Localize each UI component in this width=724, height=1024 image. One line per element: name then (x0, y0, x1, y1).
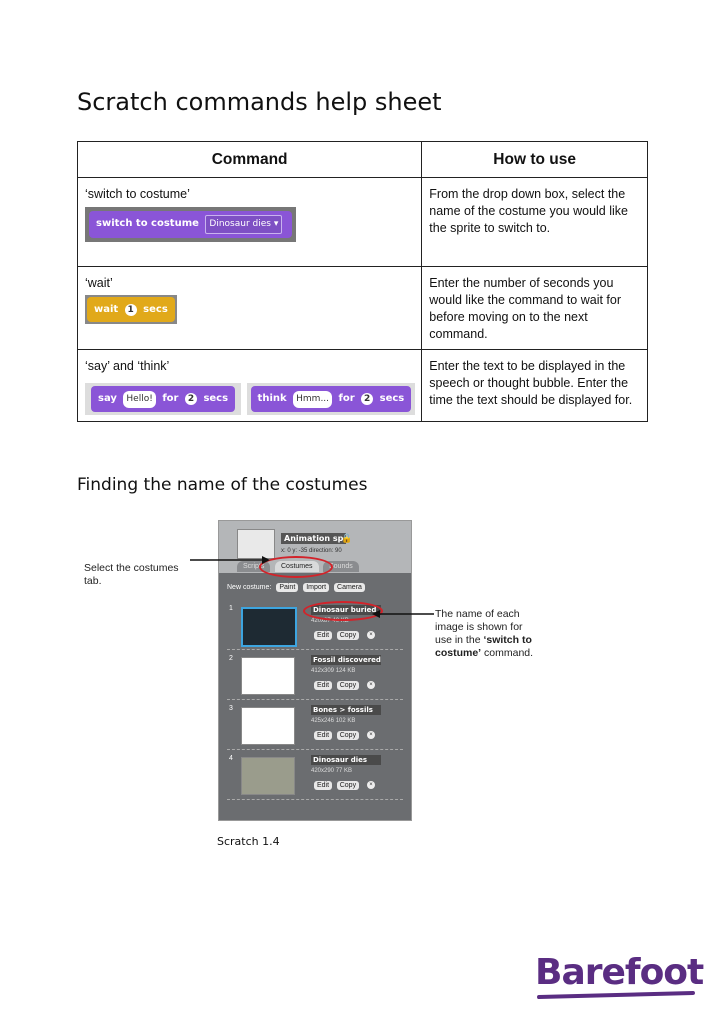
costume-index: 4 (229, 755, 233, 762)
screenshot-caption: Scratch 1.4 (217, 835, 280, 848)
block-suffix: secs (143, 304, 168, 315)
say-think-blocks (85, 379, 415, 415)
delete-icon[interactable]: × (367, 731, 375, 739)
say-block (91, 386, 235, 412)
block-label: say (98, 393, 117, 404)
costume-index: 1 (229, 605, 233, 612)
command-name: ‘say’ and ‘think’ (85, 359, 170, 373)
annotation-left: Select the costumes tab. (84, 562, 179, 587)
dropdown-value: Dinosaur dies (209, 219, 271, 229)
import-button[interactable]: Import (303, 583, 329, 592)
tab-costumes[interactable]: Costumes (275, 561, 319, 572)
costume-thumbnail (241, 657, 295, 695)
table-row (78, 350, 648, 422)
costume-meta: 420x290 77 KB (311, 768, 353, 774)
new-costume-bar (227, 583, 365, 592)
block-suffix: secs (379, 393, 405, 404)
annotation-right (435, 608, 535, 660)
annotation-right-end: command. (481, 647, 534, 659)
commands-table (77, 141, 648, 422)
list-item[interactable] (227, 705, 403, 750)
sprite-coords: x: 0 y: -35 direction: 90 (281, 548, 342, 554)
copy-button[interactable]: Copy (337, 681, 359, 690)
say-text-input: Hello! (123, 391, 155, 408)
how-cell: From the drop down box, select the name of the costume you would like the sprite to switch to. (422, 178, 648, 267)
block-label: think (257, 393, 287, 404)
arrow-to-name-icon (372, 608, 436, 620)
sprite-name: Animation sp (281, 533, 346, 544)
table-row (78, 178, 648, 267)
think-block (251, 386, 412, 412)
costume-name-highlight (303, 601, 383, 621)
costume-meta: 412x309 124 KB (311, 668, 356, 674)
costume-meta: 425x246 102 KB (311, 718, 356, 724)
command-name: ‘wait’ (85, 276, 113, 290)
table-header-row (78, 142, 648, 178)
paint-button[interactable]: Paint (276, 583, 298, 592)
costume-name[interactable]: Fossil discovered (313, 656, 381, 664)
wait-block (87, 297, 175, 322)
annotation-right-text: The name of each image is shown for use in the (435, 608, 523, 646)
camera-button[interactable]: Camera (334, 583, 365, 592)
block-frame (85, 207, 296, 242)
delete-icon[interactable]: × (367, 631, 375, 639)
seconds-input: 2 (185, 393, 197, 405)
block-frame (85, 383, 241, 415)
edit-button[interactable]: Edit (314, 731, 332, 740)
list-item[interactable] (227, 755, 403, 800)
block-label: for (162, 393, 179, 404)
table-row (78, 267, 648, 350)
block-label: wait (94, 304, 119, 315)
costume-name[interactable]: Dinosaur dies (311, 755, 381, 765)
annotation-right-bold: ‘switch to costume’ (435, 634, 532, 659)
costume-actions (311, 781, 359, 790)
seconds-input: 2 (361, 393, 373, 405)
costume-actions (311, 631, 359, 640)
command-name: ‘switch to costume’ (85, 187, 190, 201)
block-label: for (338, 393, 355, 404)
column-header-command: Command (78, 142, 422, 178)
costume-actions (311, 681, 359, 690)
section-title: Finding the name of the costumes (77, 475, 368, 495)
costume-index: 2 (229, 655, 233, 662)
costume-actions (311, 731, 359, 740)
costumes-tab-highlight (259, 556, 333, 578)
block-label: switch to costume (96, 218, 199, 229)
costume-index: 3 (229, 705, 233, 712)
command-cell (78, 178, 422, 267)
arrow-to-tab-icon (190, 554, 270, 566)
costume-name[interactable]: Bones > fossils (311, 705, 381, 715)
page-title: Scratch commands help sheet (77, 88, 442, 116)
block-suffix: secs (203, 393, 229, 404)
switch-costume-block (89, 211, 292, 238)
lock-icon: 🔒 (341, 533, 353, 543)
costume-dropdown (205, 215, 282, 234)
list-item[interactable] (227, 655, 403, 700)
how-cell: Enter the text to be displayed in the speech or thought bubble. Enter the time the text should be displayed for. (422, 350, 648, 422)
costume-thumbnail (241, 607, 297, 647)
tab-sounds[interactable]: Sounds (323, 561, 359, 572)
delete-icon[interactable]: × (367, 781, 375, 789)
barefoot-logo: Barefoot (535, 952, 704, 993)
command-cell (78, 267, 422, 350)
delete-icon[interactable]: × (367, 681, 375, 689)
edit-button[interactable]: Edit (314, 681, 332, 690)
new-costume-label: New costume: (227, 584, 272, 591)
think-text-input: Hmm... (293, 391, 332, 408)
edit-button[interactable]: Edit (314, 631, 332, 640)
copy-button[interactable]: Copy (337, 781, 359, 790)
copy-button[interactable]: Copy (337, 731, 359, 740)
tab-scripts[interactable]: Scripts (237, 561, 270, 572)
costume-thumbnail (241, 707, 295, 745)
copy-button[interactable]: Copy (337, 631, 359, 640)
how-cell: Enter the number of seconds you would like the command to wait for before moving on to the next command. (422, 267, 648, 350)
costume-meta: 420x87 40 KB (311, 618, 349, 624)
block-frame (247, 383, 416, 415)
costume-name[interactable]: Dinosaur buried (311, 605, 381, 615)
column-header-how-to-use: How to use (422, 142, 648, 178)
block-frame (85, 295, 177, 324)
seconds-input: 1 (125, 304, 137, 316)
dropdown-arrow-icon: ▾ (273, 219, 279, 229)
costume-thumbnail (241, 757, 295, 795)
command-cell (78, 350, 422, 422)
edit-button[interactable]: Edit (314, 781, 332, 790)
